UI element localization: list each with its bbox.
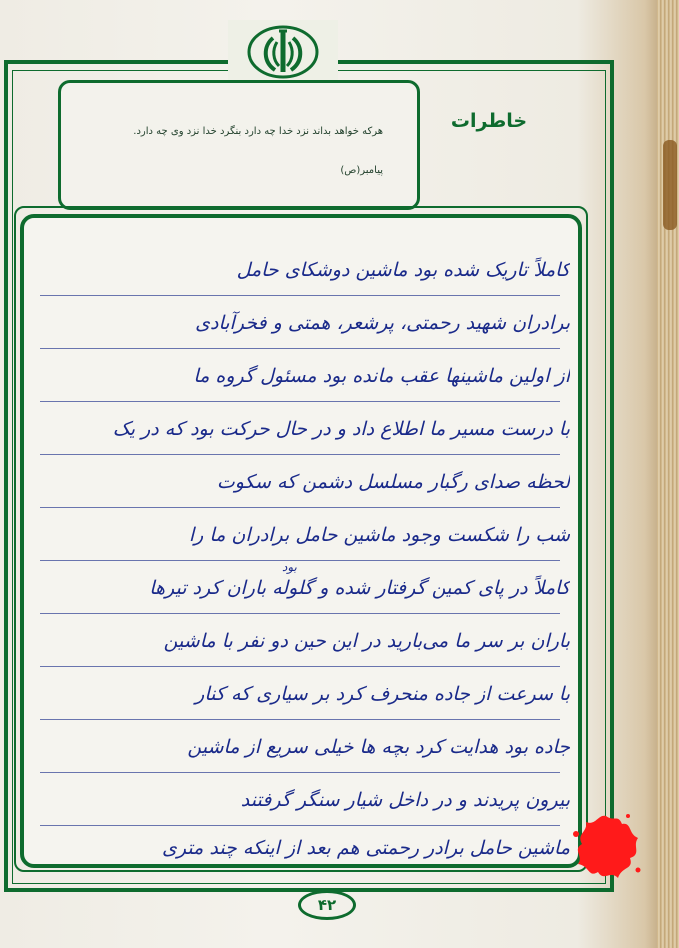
red-ink-splash-icon xyxy=(566,808,646,888)
handwritten-line: باران بر سر ما می‌بارید در این حین دو نفر با ماشین xyxy=(40,621,570,675)
handwritten-line: برادران شهید رحمتی، پرشعر، همتی و فخرآبادی xyxy=(40,303,570,357)
handwritten-line: بیرون پریدند و در داخل شیار سنگر گرفتند xyxy=(40,780,570,834)
emblem-plate xyxy=(228,20,338,84)
section-title: خاطرات xyxy=(450,110,528,132)
handwritten-line: با سرعت از جاده منحرف کرد بر سیاری که کنار xyxy=(40,674,570,728)
handwritten-line: ماشین حامل برادر رحمتی هم بعد از اینکه چند متری xyxy=(162,837,570,859)
handwritten-line: جاده بود هدایت کرد بچه ها خیلی سریع از ماشین xyxy=(40,727,570,781)
page-number xyxy=(298,890,356,920)
paper-stain xyxy=(663,140,677,230)
quote-text: هرکه خواهد بداند نزد خدا چه دارد بنگرد خدا نزد وی چه دارد. xyxy=(133,126,383,137)
handwritten-line: کاملاً تاریک شده بود ماشین دوشکای حامل xyxy=(40,250,570,304)
quote-source: پیامبر(ص) xyxy=(340,165,383,176)
handwritten-line: کاملاً در پای کمین گرفتار شده و گلوله باران کرد تیرها xyxy=(40,568,570,622)
handwritten-line: از اولین ماشینها عقب مانده بود مسئول گروه ما xyxy=(40,356,570,410)
emblem-icon xyxy=(244,24,322,80)
handwritten-line: لحظه صدای رگبار مسلسل دشمن که سکوت xyxy=(40,462,570,516)
handwritten-line: شب را شکست وجود ماشین حامل برادران ما را xyxy=(40,515,570,569)
page-number-text: ۴۲ xyxy=(317,896,337,914)
inserted-word: بود xyxy=(282,560,297,574)
handwritten-line: با درست مسیر ما اطلاع داد و در حال حرکت بود که در یک xyxy=(40,409,570,463)
quote-box xyxy=(58,80,420,210)
